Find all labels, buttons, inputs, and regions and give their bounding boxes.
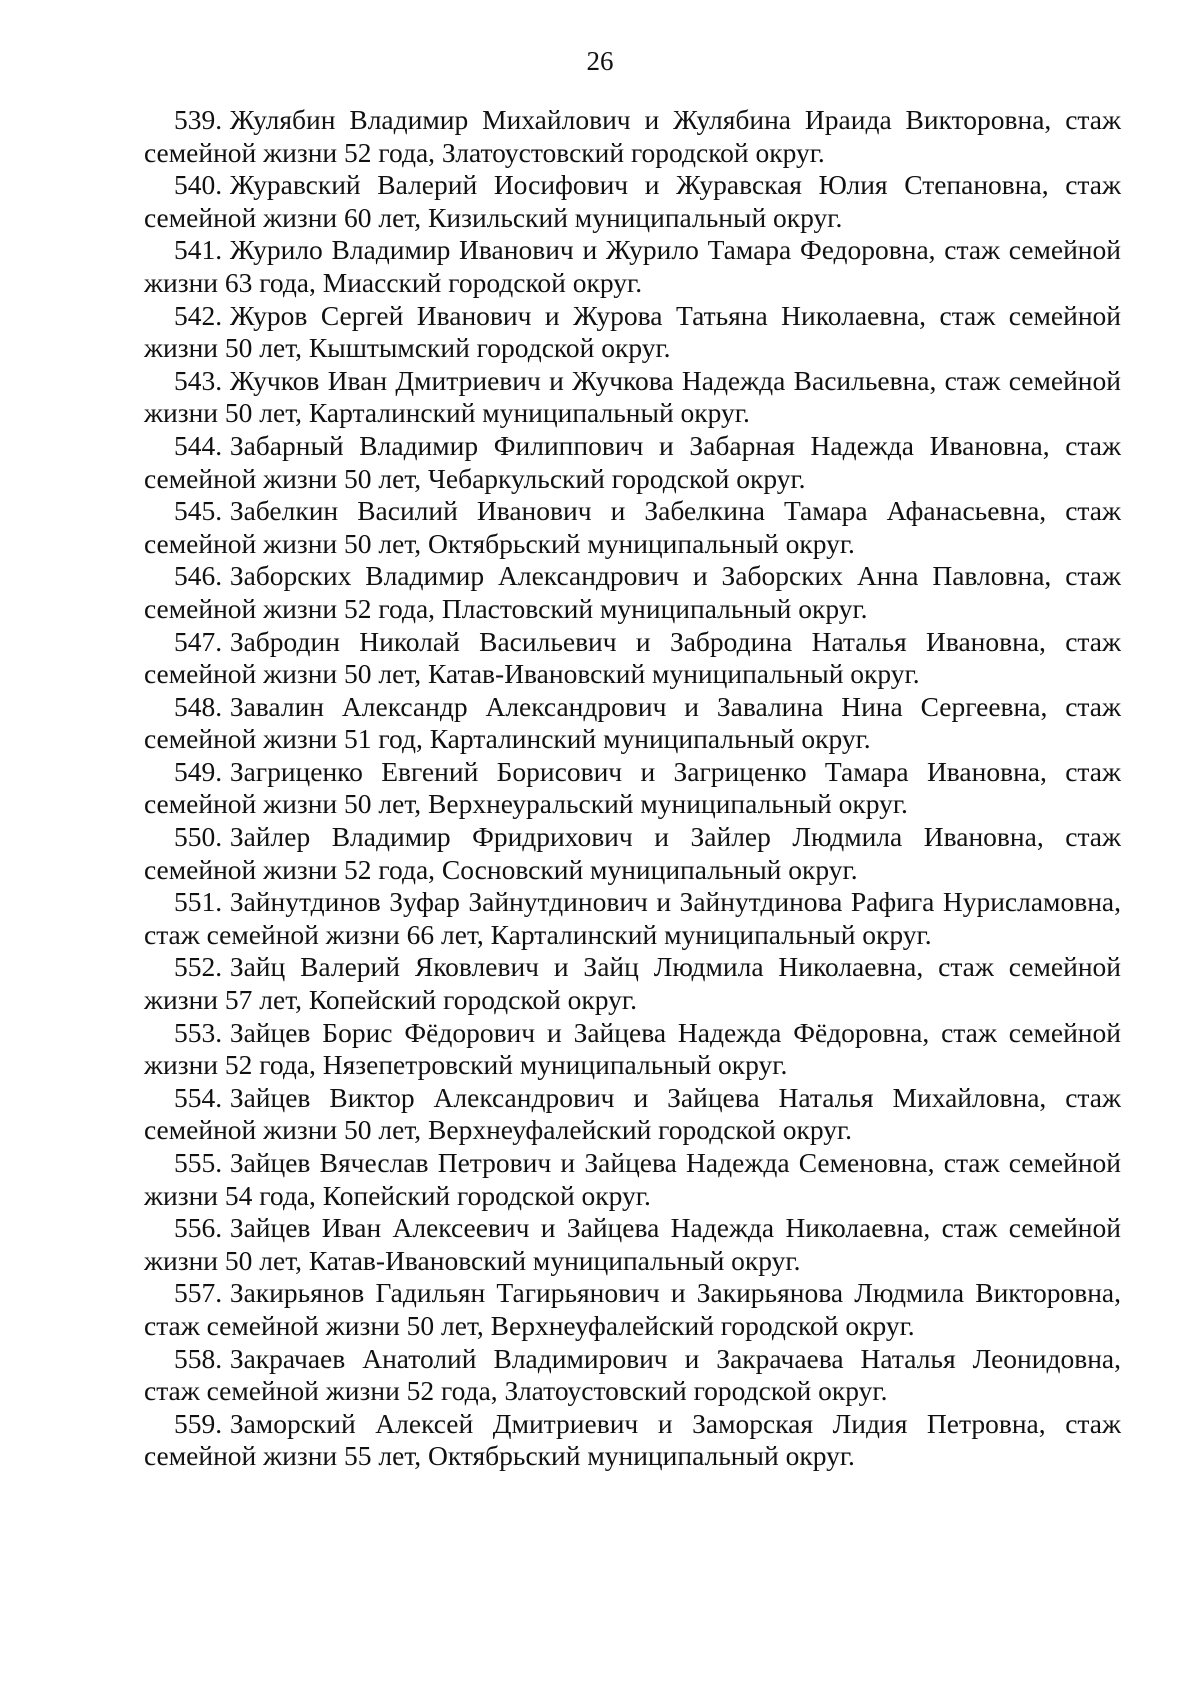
entry-number: 549. [174, 755, 223, 787]
list-item [144, 1408, 1121, 1473]
entry-number: 542. [174, 299, 223, 331]
entry-text: Зайцев Борис Фёдорович и Зайцева Надежда Фёдоровна, стаж семейной жизни 52 года, Нязепетровский муниципальный округ. [144, 1016, 1121, 1081]
entry-text: Закрачаев Анатолий Владимирович и Закрачаева Наталья Леонидовна, стаж семейной жизни 52 года, Златоустовский городской округ. [144, 1342, 1121, 1407]
entry-number: 541. [174, 234, 223, 266]
entry-number: 559. [174, 1407, 223, 1439]
entry-text: Загриценко Евгений Борисович и Загриценко Тамара Ивановна, стаж семейной жизни 50 лет, Верхнеуральский муниципальный округ. [144, 755, 1121, 820]
entry-number: 553. [174, 1016, 223, 1048]
entry-text: Жулябин Владимир Михайлович и Жулябина Ираида Викторовна, стаж семейной жизни 52 года, Златоустовский городской округ. [144, 104, 1121, 168]
entry-number: 554. [174, 1081, 223, 1113]
entry-text: Зайц Валерий Яковлевич и Зайц Людмила Николаевна, стаж семейной жизни 57 лет, Копейский городской округ. [144, 951, 1121, 1016]
entry-number: 551. [174, 886, 223, 918]
list-item [144, 430, 1121, 495]
entry-number: 552. [174, 951, 223, 983]
entry-number: 558. [174, 1342, 223, 1374]
entry-number: 556. [174, 1212, 223, 1244]
list-item [144, 1343, 1121, 1408]
list-item [144, 169, 1121, 234]
list-item [144, 886, 1121, 951]
list-item [144, 1212, 1121, 1277]
entry-text: Заморский Алексей Дмитриевич и Заморская Лидия Петровна, стаж семейной жизни 55 лет, Октябрьский муниципальный округ. [144, 1407, 1121, 1472]
entry-number: 548. [174, 690, 223, 722]
list-item [144, 951, 1121, 1016]
entry-text: Зайлер Владимир Фридрихович и Зайлер Людмила Ивановна, стаж семейной жизни 52 года, Сосновский муниципальный округ. [144, 821, 1121, 885]
entries-list [144, 104, 1121, 1473]
entry-text: Забелкин Василий Иванович и Забелкина Тамара Афанасьевна, стаж семейной жизни 50 лет, Октябрьский муниципальный округ. [144, 495, 1121, 559]
list-item [144, 1147, 1121, 1212]
list-item [144, 626, 1121, 691]
list-item [144, 495, 1121, 560]
entry-text: Заборских Владимир Александрович и Заборских Анна Павловна, стаж семейной жизни 52 года, Пластовский муниципальный округ. [144, 560, 1121, 624]
entry-text: Забарный Владимир Филиппович и Забарная Надежда Ивановна, стаж семейной жизни 50 лет, Чебаркульский городской округ. [144, 429, 1121, 494]
list-item [144, 104, 1121, 169]
list-item [144, 1082, 1121, 1147]
entry-number: 550. [174, 821, 223, 853]
list-item [144, 756, 1121, 821]
page-number: 26 [586, 46, 614, 76]
entry-text: Завалин Александр Александрович и Завалина Нина Сергеевна, стаж семейной жизни 51 год, Карталинский муниципальный округ. [144, 690, 1121, 755]
entry-text: Зайцев Иван Алексеевич и Зайцева Надежда Николаевна, стаж семейной жизни 50 лет, Катав-Ивановский муниципальный округ. [144, 1212, 1121, 1276]
entry-number: 540. [174, 169, 223, 201]
entry-number: 544. [174, 429, 223, 461]
entry-text: Зайцев Виктор Александрович и Зайцева Наталья Михайловна, стаж семейной жизни 50 лет, Верхнеуфалейский городской округ. [144, 1081, 1121, 1146]
list-item [144, 234, 1121, 299]
list-item [144, 1277, 1121, 1342]
entry-number: 547. [174, 625, 223, 657]
entry-text: Закирьянов Гадильян Тагирьянович и Закирьянова Людмила Викторовна, стаж семейной жизни 50 лет, Верхнеуфалейский городской округ. [144, 1277, 1121, 1341]
entry-text: Забродин Николай Васильевич и Забродина Наталья Ивановна, стаж семейной жизни 50 лет, Катав-Ивановский муниципальный округ. [144, 625, 1121, 690]
entry-text: Журило Владимир Иванович и Журило Тамара Федоровна, стаж семейной жизни 63 года, Миасский городской округ. [144, 234, 1121, 298]
entry-text: Зайнутдинов Зуфар Зайнутдинович и Зайнутдинова Рафига Нурисламовна, стаж семейной жизни 66 лет, Карталинский муниципальный округ. [144, 886, 1121, 950]
list-item [144, 300, 1121, 365]
entry-text: Жучков Иван Дмитриевич и Жучкова Надежда Васильевна, стаж семейной жизни 50 лет, Карталинский муниципальный округ. [144, 364, 1121, 429]
entry-number: 546. [174, 560, 223, 592]
list-item [144, 821, 1121, 886]
entry-number: 557. [174, 1277, 223, 1309]
entry-text: Зайцев Вячеслав Петрович и Зайцева Надежда Семеновна, стаж семейной жизни 54 года, Копейский городской округ. [144, 1147, 1121, 1211]
list-item [144, 1017, 1121, 1082]
list-item [144, 691, 1121, 756]
entry-text: Журов Сергей Иванович и Журова Татьяна Николаевна, стаж семейной жизни 50 лет, Кыштымский городской округ. [144, 299, 1121, 364]
list-item [144, 365, 1121, 430]
entry-number: 545. [174, 495, 223, 527]
list-item [144, 560, 1121, 625]
entry-number: 539. [174, 104, 223, 135]
entry-text: Журавский Валерий Иосифович и Журавская Юлия Степановна, стаж семейной жизни 60 лет, Кизильский муниципальный округ. [144, 169, 1121, 233]
entry-number: 543. [174, 364, 223, 396]
entry-number: 555. [174, 1147, 223, 1178]
